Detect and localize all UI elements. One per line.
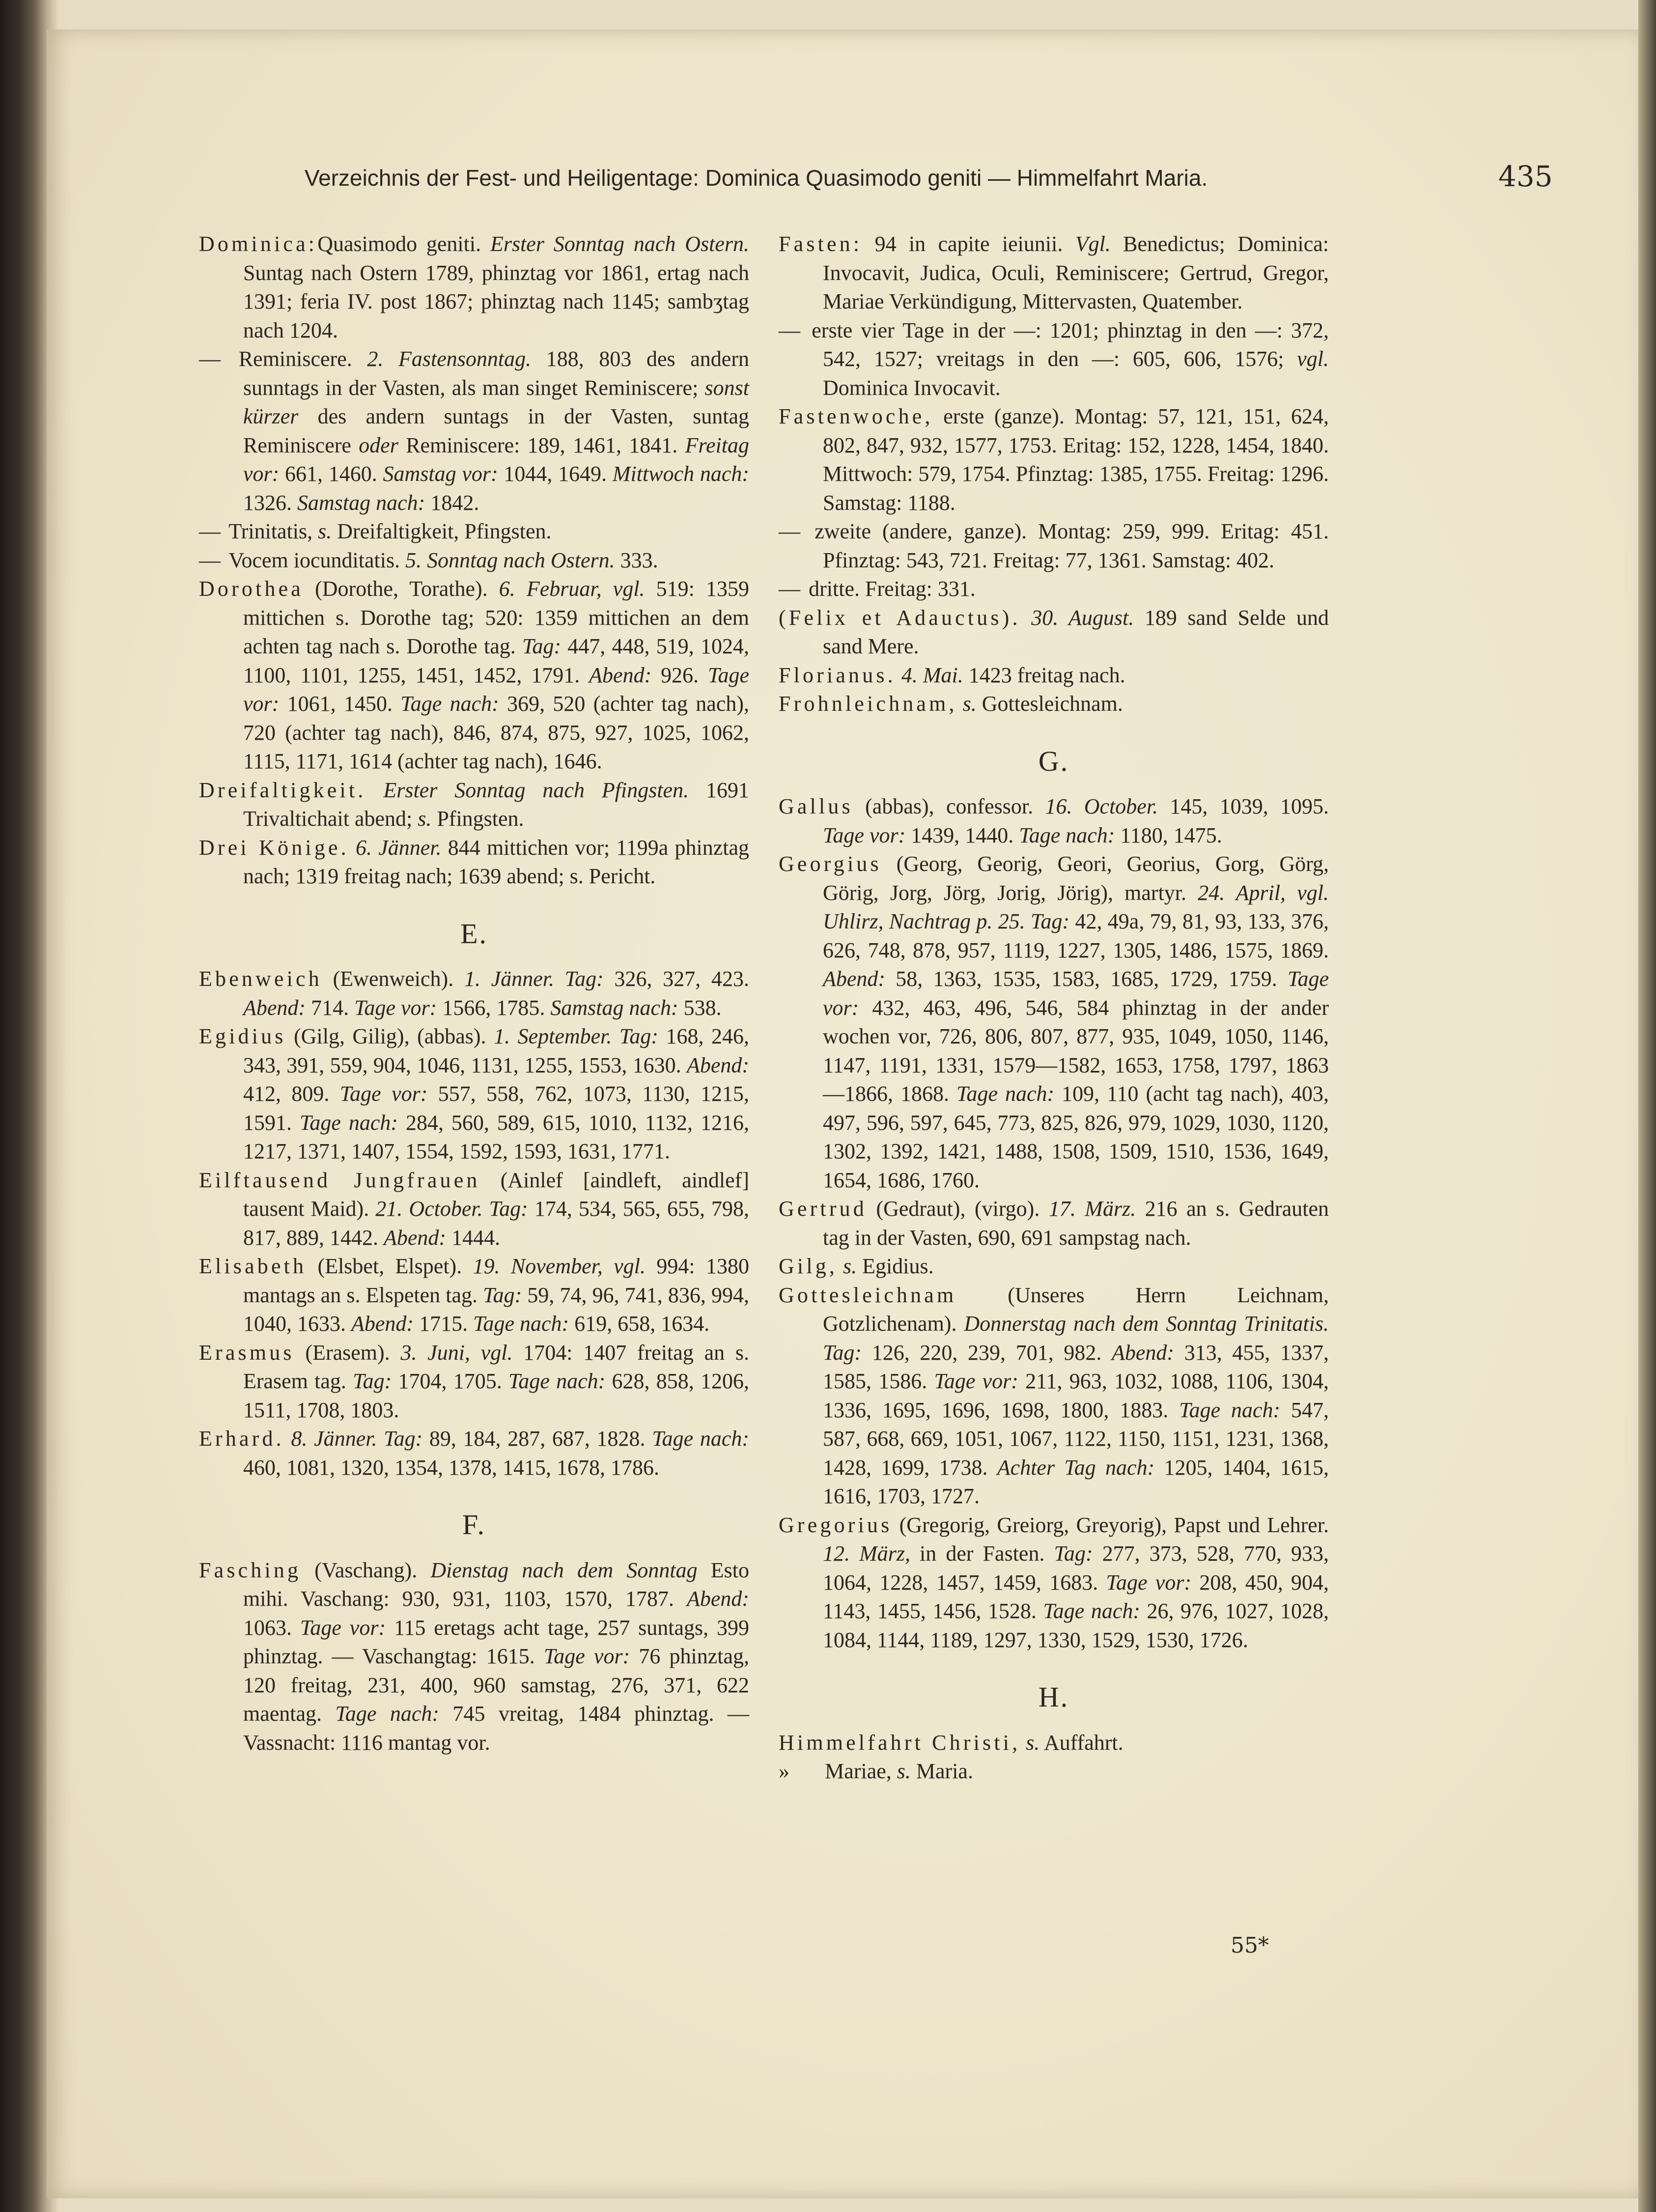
entry-italic-text: Donnerstag nach dem Sonntag Trinitatis. Tag: [823, 1312, 1334, 1365]
entry-headword: Frohnleichnam, [779, 692, 957, 716]
entry-italic-text: 19. November, vgl. [473, 1254, 646, 1278]
entry-text: 369, 520 (achter tag nach), 720 (achter tag nach), 846, 874, 875, 927, 1025, 1062, 1115, 1171, 1614 (achter tag nach), 1646. [243, 692, 755, 773]
entry-italic-text: Abend: [351, 1312, 414, 1336]
entry-text: (Erasem). [294, 1340, 401, 1365]
entry-italic-text: 2. Fastensonntag. [367, 347, 532, 371]
entry-text: 26, 976, 1027, 1028, 1084, 1144, 1189, 1297, 1330, 1529, 1530, 1726. [823, 1599, 1334, 1652]
entry-text: 59, 74, 96, 741, 836, 994, 1040, 1633. [243, 1283, 755, 1336]
entry-italic-text: Erster Sonntag nach Ostern. [490, 232, 749, 256]
entry-italic-text: Tage vor: [1106, 1570, 1192, 1595]
entry-italic-text: Tage nach: [508, 1369, 606, 1393]
entry-text: 1842. [425, 490, 479, 515]
entry-italic-text: Tage vor: [823, 967, 1334, 1020]
entry-text: erste vier Tage in der —: 1201; phinztag in den —: 372, 542, 1527; vreitags in den —: 605, 606, 1576; [812, 318, 1335, 371]
entry-headword: Florianus. [779, 663, 896, 687]
entry-text: 115 eretags acht tage, 257 suntags, 399 phinztag. — Vaschangtag: 1615. [243, 1615, 755, 1668]
index-entry [779, 1281, 1335, 1511]
entry-italic-text: Tage vor: [354, 995, 437, 1020]
entry-headword: Drei Könige. [199, 835, 349, 860]
index-entry [779, 661, 1329, 690]
entry-text: Benedictus; Dominica: Invocavit, Judica, Oculi, Reminiscere; Gertrud, Gregor, Mariae Verkündigung, Mittervasten, Quatember. [823, 232, 1334, 313]
entry-text: (Gedraut), (virgo). [867, 1197, 1049, 1221]
entry-text: 1444. [446, 1225, 501, 1250]
entry-text: 174, 534, 565, 655, 798, 817, 889, 1442. [243, 1197, 755, 1250]
entry-text: 145, 1039, 1095. [1158, 794, 1335, 818]
entry-text: 313, 455, 1337, 1585, 1586. [823, 1340, 1335, 1393]
entry-italic-text: 3. Juni, vgl. [400, 1340, 513, 1365]
entry-headword: Gertrud [779, 1197, 867, 1221]
entry-headword: Gallus [779, 794, 853, 818]
entry-text: (Unseres Herrn Leichnam, Gotzlichenam). [823, 1283, 1334, 1336]
entry-text: (Gilg, Gilig), (abbas). [286, 1024, 494, 1048]
entry-italic-text: Abend: [686, 1053, 749, 1077]
entry-italic-text: Samstag vor: [383, 462, 498, 486]
entry-text: (Ainlef [aindleft, aindlef] tausent Maid). [243, 1168, 755, 1221]
entry-text: Dreifaltigkeit, Pfingsten. [332, 519, 552, 543]
entry-italic-text: 12. März, [823, 1541, 910, 1566]
entry-italic-text: 16. October. [1045, 794, 1158, 818]
entry-italic-text: 6. Jänner. [356, 835, 442, 860]
entry-italic-text: Erster Sonntag nach Pfingsten. [383, 778, 689, 802]
entry-headword: Fasching [199, 1558, 302, 1582]
entry-text: 1044, 1649. [498, 462, 613, 486]
entry-text: 1691 Trivaltichait abend; [243, 778, 755, 831]
entry-text: 460, 1081, 1320, 1354, 1378, 1415, 1678, 1786. [243, 1427, 755, 1480]
entry-italic-text: s. [1026, 1730, 1040, 1755]
entry-text: 211, 963, 1032, 1088, 1106, 1304, 1336, 1695, 1696, 1698, 1800, 1883. [823, 1369, 1335, 1422]
entry-text: Gottesleichnam. [976, 692, 1123, 716]
section-heading: H. [1038, 1681, 1069, 1713]
entry-italic-text: Tage nach: [473, 1312, 569, 1336]
index-entry [779, 517, 1335, 575]
entry-italic-text: Mittwoch nach: [612, 462, 750, 486]
entry-headword: Ebenweich [199, 967, 322, 991]
entry-italic-text: Tage nach: [1179, 1398, 1281, 1422]
section-heading: G. [1038, 745, 1069, 777]
entry-text: 547, 587, 668, 669, 1051, 1067, 1122, 1150, 1151, 1231, 1368, 1428, 1699, 1738. [823, 1398, 1334, 1480]
signature-mark: 55* [1231, 1933, 1269, 1958]
entry-text: des andern suntags in der Vasten, suntag Reminiscere [243, 404, 755, 457]
entry-italic-text: Tage nach: [335, 1702, 440, 1726]
entry-italic-text: Abend: [243, 995, 306, 1020]
entry-headword: — [779, 577, 804, 601]
index-entry [199, 1252, 755, 1339]
entry-text [1021, 606, 1032, 630]
entry-text: 1704, 1705. [392, 1369, 508, 1393]
entry-text: (Georg, Georig, Geori, Georius, Gorg, Görg, Görig, Jorg, Jörg, Jorig, Jörig), martyr. [823, 852, 1334, 905]
entry-italic-text: oder [359, 433, 398, 457]
entry-italic-text: Tag: [522, 634, 561, 658]
index-entry [199, 1339, 755, 1425]
entry-text: 844 mittichen vor; 1199a phinztag nach; 1319 freitag nach; 1639 abend; s. Pericht. [243, 835, 755, 888]
index-entry [199, 345, 755, 517]
entry-text: (Gregorig, Greiorg, Greyorig), Papst und Lehrer. [892, 1512, 1334, 1537]
index-entry [779, 792, 1335, 850]
entry-text: 557, 558, 762, 1073, 1130, 1215, 1591. [243, 1082, 755, 1135]
entry-italic-text: s. [318, 519, 332, 543]
entry-headword: Elisabeth [199, 1254, 307, 1278]
section-heading: E. [460, 917, 488, 950]
entry-headword: — [199, 548, 224, 572]
entry-text: Auffahrt. [1039, 1730, 1123, 1755]
entry-italic-text: Tage nach: [956, 1082, 1055, 1106]
entry-italic-text: s. [843, 1254, 857, 1278]
index-entry [779, 850, 1335, 1195]
entry-text: 42, 49a, 79, 81, 93, 133, 376, 626, 748, 878, 957, 1119, 1227, 1305, 1486, 1575, 1869. [823, 909, 1335, 962]
entry-italic-text: Abend: [384, 1225, 447, 1250]
entry-italic-text: Tage nach: [1043, 1599, 1140, 1623]
index-entry [199, 1556, 755, 1758]
entry-italic-text: Achter Tag nach: [997, 1455, 1155, 1480]
entry-headword: Georgius [779, 852, 882, 876]
entry-text [957, 692, 963, 716]
entry-text: erste (ganze). Montag: 57, 121, 151, 624, 802, 847, 932, 1577, 1753. Eritag: 152, 1228, 1454, 1840. Mittwoch: 579, 1754. Pfinztag: 1385, 1755. Freitag: 1296. Samstag: 1188. [823, 404, 1334, 515]
index-entry [779, 1511, 1335, 1655]
entry-text: Pfingsten. [431, 807, 524, 831]
entry-text: 1063. [243, 1587, 755, 1640]
entry-italic-text: vgl. [1297, 347, 1329, 371]
entry-text: 89, 184, 287, 687, 1828. [422, 1427, 652, 1451]
index-entry [199, 1022, 755, 1166]
index-entry [199, 1425, 755, 1482]
entry-text: (Vaschang). [301, 1558, 431, 1582]
entry-headword: (Felix et Adauctus). [779, 605, 1021, 630]
index-entry [779, 575, 1329, 604]
entry-italic-text: 5. Sonntag nach Ostern. [405, 548, 615, 572]
entry-italic-text: Tage nach: [652, 1427, 750, 1451]
index-entry [779, 1757, 1329, 1786]
index-entry [779, 690, 1329, 719]
index-entry [199, 517, 749, 546]
entry-text [284, 1427, 291, 1451]
entry-headword: — [199, 519, 224, 543]
entry-italic-text: Abend: [686, 1587, 749, 1611]
entry-italic-text: 1. Jänner. Tag: [464, 967, 604, 991]
entry-italic-text: Tage vor: [339, 1082, 428, 1106]
entry-text: 447, 448, 519, 1024, 1100, 1101, 1255, 1451, 1452, 1791. [243, 634, 755, 687]
entry-text: 661, 1460. [279, 462, 383, 486]
entry-italic-text: Tage vor: [243, 663, 755, 716]
entry-italic-text: Vgl. [1075, 232, 1111, 256]
entry-text: 412, 809. [243, 1053, 755, 1106]
entry-text: 1180, 1475. [1115, 823, 1222, 847]
entry-text: 189 sand Selde und sand Mere. [823, 605, 1334, 658]
entry-text: 326, 327, 423. [603, 967, 755, 991]
entry-text: 628, 858, 1206, 1511, 1708, 1803. [243, 1369, 755, 1422]
left-column [199, 230, 755, 1757]
index-entry [199, 230, 755, 345]
entry-italic-text: 4. Mai. [901, 663, 963, 687]
entry-text: Vocem iocunditatis. [228, 548, 406, 572]
entry-italic-text: 1. September. Tag: [494, 1024, 658, 1048]
index-entry [199, 546, 749, 575]
entry-headword: Dorothea [199, 577, 304, 601]
page-edge [1638, 0, 1656, 2212]
entry-italic-text: 17. März. [1048, 1197, 1136, 1221]
index-entry [779, 1252, 1329, 1281]
entry-text: 109, 110 (acht tag nach), 403, 497, 596, 597, 645, 773, 825, 826, 979, 1029, 1030, 1120, 1302, 1392, 1421, 1488, 1508, 1509, 1510, 1536, 1649, 1654, 1686, 1760. [823, 1082, 1334, 1192]
entry-italic-text: Tage vor: [543, 1644, 630, 1668]
index-entry [779, 230, 1334, 316]
entry-text: 126, 220, 239, 701, 982. [862, 1340, 1112, 1365]
index-entry [779, 316, 1335, 403]
entry-text: 333. [615, 548, 658, 572]
entry-italic-text: 6. Februar, vgl. [499, 577, 645, 601]
entry-text: in der Fasten. [910, 1541, 1054, 1566]
page-number: 435 [1498, 160, 1553, 193]
entry-text: Mariae, [798, 1759, 897, 1783]
entry-text: Reminiscere. [238, 347, 367, 371]
entry-headword: — [199, 347, 224, 371]
entry-text: 1205, 1404, 1615, 1616, 1703, 1727. [823, 1455, 1335, 1508]
entry-headword: Erhard. [199, 1427, 284, 1451]
entry-italic-text: 24. April, vgl. Uhlirz, Nachtrag p. 25. Tag: [823, 880, 1334, 933]
index-entry [199, 776, 755, 834]
entry-text: 216 an s. Gedrauten tag in der Vasten, 690, 691 sampstag nach. [823, 1197, 1334, 1250]
entry-text: 519: 1359 mittichen s. Dorothe tag; 520: 1359 mittichen an dem achten tag nach s. Dorothe tag. [243, 577, 755, 658]
entry-text: Suntag nach Ostern 1789, phinztag vor 1861, ertag nach 1391; feria IV. post 1867; phinztag nach 1145; sambʒtag nach 1204. [243, 232, 755, 342]
entry-text: 1715. [414, 1312, 474, 1336]
entry-text: 208, 450, 904, 1143, 1455, 1456, 1528. [823, 1570, 1335, 1623]
index-entry [779, 402, 1334, 517]
entry-headword: Dreifaltigkeit. [199, 778, 366, 802]
entry-text [838, 1254, 843, 1278]
entry-text: (Dorothe, Torathe). [304, 577, 499, 601]
entry-headword: Gregorius [779, 1512, 893, 1537]
entry-text: 168, 246, 343, 391, 559, 904, 1046, 1131, 1255, 1553, 1630. [243, 1024, 755, 1077]
running-title: Verzeichnis der Fest- und Heiligentage: Dominica Quasimodo geniti — Himmelfahrt Maria. [305, 165, 1208, 191]
entry-text: 188, 803 des andern sunntags in der Vasten, als man singet Reminiscere; [243, 347, 755, 400]
index-entry [199, 575, 755, 776]
entry-text [366, 778, 383, 802]
entry-italic-text: Abend: [823, 967, 886, 991]
entry-italic-text: Tage vor: [300, 1615, 386, 1640]
entry-italic-text: s. [962, 692, 977, 716]
entry-headword: Fasten: [779, 232, 863, 256]
entry-text: (Ewenweich). [322, 967, 464, 991]
entry-italic-text: Samstag nach: [550, 995, 678, 1020]
entry-italic-text: Tage nach: [299, 1110, 398, 1135]
index-entry [779, 604, 1334, 661]
index-entry [199, 1166, 755, 1253]
entry-italic-text: Tage nach: [400, 692, 499, 716]
entry-italic-text: Tag: [353, 1369, 392, 1393]
entry-headword: Dominica: [199, 232, 318, 256]
section-heading: F. [462, 1509, 486, 1540]
entry-italic-text: 30. August. [1031, 605, 1134, 630]
entry-text: 284, 560, 589, 615, 1010, 1132, 1216, 1217, 1371, 1407, 1554, 1592, 1593, 1631, 1771. [243, 1110, 755, 1163]
entry-headword: — [779, 519, 804, 543]
entry-headword: Himmelfahrt Christi, [779, 1730, 1021, 1755]
index-entry [779, 1195, 1334, 1252]
entry-text: 714. [306, 995, 355, 1020]
index-entry [779, 1729, 1329, 1758]
entry-italic-text: sonst kürzer [243, 375, 755, 428]
entry-text: 619, 658, 1634. [569, 1312, 710, 1336]
entry-text: 1439, 1440. [905, 823, 1019, 847]
entry-text: 926. [651, 663, 708, 687]
entry-text [1020, 1731, 1026, 1755]
entry-italic-text: 8. Jänner. Tag: [291, 1427, 423, 1451]
entry-text: dritte. Freitag: 331. [809, 577, 976, 601]
entry-italic-text: 21. October. Tag: [375, 1197, 528, 1221]
entry-text: Egidius. [857, 1254, 934, 1278]
entry-text: 994: 1380 mantags an s. Elspeten tag. [243, 1254, 755, 1307]
entry-text: (abbas), confessor. [853, 794, 1045, 818]
entry-italic-text: Freitag vor: [243, 433, 755, 486]
entry-italic-text: Abend: [589, 663, 652, 687]
entry-text: 1566, 1785. [437, 995, 551, 1020]
entry-text: 1326. [243, 462, 755, 515]
right-column [779, 230, 1335, 1786]
entry-text: 58, 1363, 1535, 1583, 1685, 1729, 1759. [885, 967, 1288, 991]
entry-italic-text: s. [897, 1759, 911, 1783]
entry-headword: — [779, 318, 804, 342]
entry-italic-text: Dienstag nach dem Sonntag [430, 1558, 698, 1582]
entry-italic-text: Abend: [1112, 1340, 1175, 1365]
index-entry [199, 965, 755, 1022]
entry-text [349, 836, 356, 860]
entry-italic-text: Tag: [483, 1283, 522, 1307]
entry-text: 745 vreitag, 1484 phinztag. — Vassnacht: 1116 mantag vor. [243, 1702, 755, 1755]
entry-headword: Fastenwoche, [779, 404, 933, 428]
entry-text: 94 in capite ieiunii. [862, 232, 1075, 256]
entry-headword: Egidius [199, 1024, 286, 1048]
entry-headword: Erasmus [199, 1340, 295, 1365]
entry-text: Trinitatis, [228, 519, 318, 543]
entry-text: 1423 freitag nach. [963, 663, 1125, 687]
entry-headword: Gilg, [779, 1254, 838, 1278]
entry-text: 76 phinztag, 120 freitag, 231, 400, 960 samstag, 276, 371, 622 maentag. [243, 1644, 755, 1726]
entry-text: Dominica Invocavit. [823, 347, 1334, 400]
entry-text: 538. [678, 995, 722, 1020]
entry-headword: Gottesleichnam [779, 1283, 957, 1307]
entry-text: Esto mihi. Vaschang: 930, 931, 1103, 1570, 1787. [243, 1558, 755, 1611]
entry-text: 1704: 1407 freitag an s. Erasem tag. [243, 1340, 755, 1393]
entry-text: Reminiscere: 189, 1461, 1841. [398, 433, 685, 457]
entry-italic-text: Tage nach: [1019, 823, 1115, 847]
index-entry [199, 834, 755, 891]
entry-italic-text: Tag: [1054, 1541, 1093, 1566]
entry-text: (Elsbet, Elspet). [307, 1254, 473, 1278]
entry-text: zweite (andere, ganze). Montag: 259, 999. Eritag: 451. Pfinztag: 543, 721. Freitag: 77, 1361. Samstag: 402. [814, 519, 1335, 572]
entry-italic-text: Tage vor: [934, 1369, 1018, 1393]
entry-italic-text: Samstag nach: [297, 490, 425, 515]
entry-text: 1061, 1450. [279, 692, 401, 716]
entry-italic-text: Tage vor: [823, 823, 906, 847]
entry-text: Maria. [910, 1759, 973, 1783]
entry-text: 277, 373, 528, 770, 933, 1064, 1228, 1457, 1459, 1683. [823, 1541, 1334, 1595]
entry-headword: Eilftausend Jungfrauen [199, 1168, 480, 1192]
entry-text [896, 663, 901, 687]
entry-headword: » [779, 1759, 793, 1783]
entry-italic-text: s. [418, 807, 432, 831]
entry-text: Quasimodo geniti. [317, 232, 490, 256]
entry-text: 432, 463, 496, 546, 584 phinztag in der ander wochen vor, 726, 806, 807, 877, 935, 1049, 1050, 1146, 1147, 1191, 1331, 1579—1582, 1653, 1758, 1797, 1863—1866, 1868. [823, 995, 1334, 1106]
